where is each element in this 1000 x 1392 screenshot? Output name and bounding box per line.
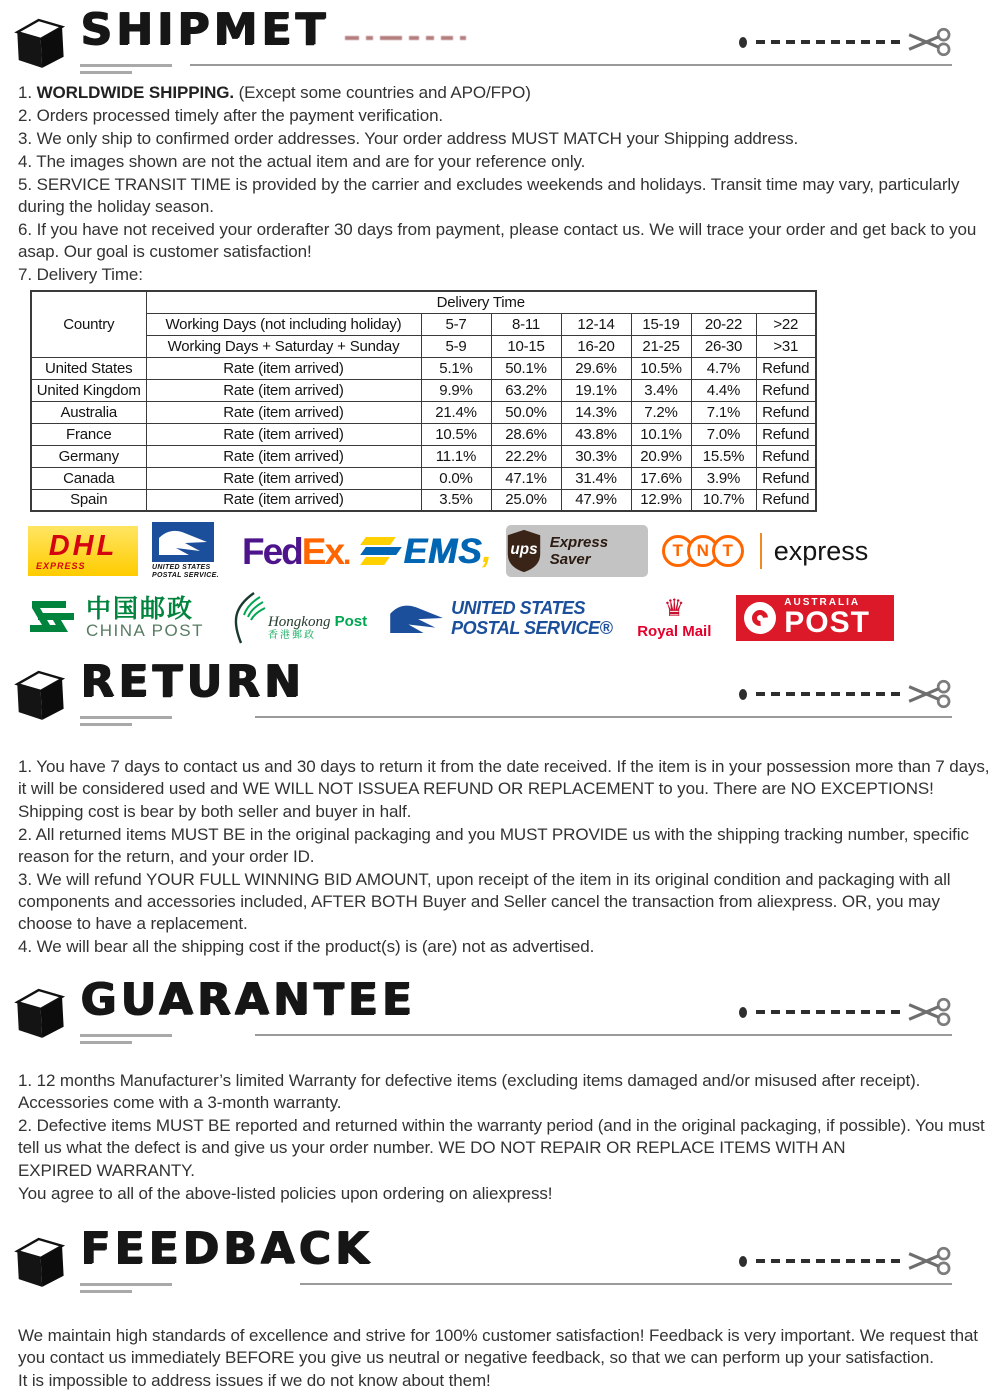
hongkong-post-swoosh-icon bbox=[224, 591, 266, 645]
guarantee-policy-text bbox=[18, 1070, 990, 1205]
ems-logo: EMS , bbox=[363, 532, 491, 571]
policy-line: 4. The images shown are not the actual item and are for your reference only. bbox=[18, 152, 586, 171]
scissors-icon bbox=[906, 996, 952, 1028]
package-box-icon bbox=[10, 1232, 69, 1298]
cut-line bbox=[733, 1245, 952, 1277]
usps-logo-small: UNITED STATES POSTAL SERVICE. bbox=[152, 522, 228, 581]
section-title-guarantee: GUARANTEE bbox=[80, 974, 416, 1025]
ems-chevrons-icon bbox=[363, 535, 399, 567]
return-policy-text bbox=[18, 756, 990, 958]
table-row-country: United States Rate (item arrived) 5.1% 50.1% 29.6% 10.5% 4.7% Refund bbox=[31, 357, 816, 379]
crown-icon: ♛ bbox=[663, 594, 686, 622]
header-rule bbox=[190, 64, 952, 66]
policy-line: 3. We only ship to confirmed order addresses. Your order address MUST MATCH your Shipping address. bbox=[18, 129, 799, 148]
feedback-policy-text bbox=[18, 1325, 990, 1392]
table-header-delivery-time: Delivery Time bbox=[146, 291, 816, 313]
header-rule bbox=[255, 1034, 952, 1036]
section-header-return bbox=[0, 656, 1000, 728]
cut-dashes bbox=[756, 40, 906, 44]
usps-logo-full: UNITED STATES POSTAL SERVICE® bbox=[387, 598, 612, 638]
policy-line: Shipping cost is bear by both seller and buyer in half. bbox=[18, 802, 412, 821]
shipping-policy-text bbox=[18, 82, 990, 286]
china-post-emblem-icon bbox=[28, 593, 78, 643]
scissors-icon bbox=[906, 26, 952, 58]
table-row-country: Australia Rate (item arrived) 21.4% 50.0% 14.3% 7.2% 7.1% Refund bbox=[31, 401, 816, 423]
section-title-feedback: FEEDBACK bbox=[80, 1223, 373, 1274]
title-accent-lines bbox=[80, 1034, 172, 1044]
header-rule bbox=[300, 1283, 952, 1285]
title-accent-lines bbox=[80, 716, 172, 726]
delivery-time-table bbox=[30, 290, 817, 512]
policy-line: 4. We will bear all the shipping cost if the product(s) is (are) not as advertised. bbox=[18, 937, 595, 956]
cut-line bbox=[733, 678, 952, 710]
section-header-shipping bbox=[0, 4, 1000, 76]
svg-text:ups: ups bbox=[510, 541, 538, 559]
tnt-divider bbox=[760, 533, 762, 569]
cut-dot bbox=[739, 37, 747, 48]
policy-line: 2. Orders processed timely after the payment verification. bbox=[18, 106, 444, 125]
scissors-icon bbox=[906, 678, 952, 710]
table-row-weekend-days: Working Days + Saturday + Sunday 5-9 10-15 16-20 21-25 26-30 >31 bbox=[31, 335, 816, 357]
hongkong-post-logo: Hongkong Post 香港郵政 bbox=[224, 591, 367, 645]
title-accent-lines bbox=[80, 1283, 172, 1293]
faint-red-marks bbox=[345, 36, 466, 40]
policy-line: 7. Delivery Time: bbox=[18, 265, 143, 284]
table-row-country: Canada Rate (item arrived) 0.0% 47.1% 31.4% 17.6% 3.9% Refund bbox=[31, 467, 816, 489]
policy-line: We maintain high standards of excellence and strive for 100% customer satisfaction! Feedback is very important. We request that you contact us immediately BEFORE you give us neutral or negative feedback, so that we can perform up your satisfaction. bbox=[18, 1326, 978, 1367]
ups-shield-icon bbox=[506, 528, 542, 574]
policy-line: EXPIRED WARRANTY. bbox=[18, 1161, 195, 1180]
policy-line: You agree to all of the above-listed policies upon ordering on aliexpress! bbox=[18, 1184, 553, 1203]
header-rule bbox=[255, 716, 952, 718]
usps-eagle-icon bbox=[152, 522, 214, 562]
policy-line: 2. Defective items MUST BE reported and returned within the warranty period (and in the original packaging, if possible). You must tell us what the defect is and give us your order number. WE DO NOT REPAIR OR REPLACE ITEMS WITH AN bbox=[18, 1116, 985, 1157]
package-box-icon bbox=[10, 13, 69, 79]
tnt-logo: T N T express bbox=[662, 533, 869, 569]
table-row-working-days: Working Days (not including holiday) 5-7 8-11 12-14 15-19 20-22 >22 bbox=[31, 313, 816, 335]
section-header-guarantee bbox=[0, 974, 1000, 1046]
australia-post-logo: AUSTRALIA POST bbox=[736, 595, 894, 641]
policy-line: 1. You have 7 days to contact us and 30 days to return it from the date received. If the item is in your possession more than 7 days, it will be considered used and WE WILL NOT ISSUEA REFUND OR REPLACEMENT to you. There are NO EXCEPTIONS! bbox=[18, 757, 990, 798]
policy-line: 1. WORLDWIDE SHIPPING. (Except some countries and APO/FPO) bbox=[18, 83, 531, 102]
carrier-logos-row-2 bbox=[28, 588, 1000, 648]
table-row-country: Germany Rate (item arrived) 11.1% 22.2% 30.3% 20.9% 15.5% Refund bbox=[31, 445, 816, 467]
table-row-country: Spain Rate (item arrived) 3.5% 25.0% 47.9% 12.9% 10.7% Refund bbox=[31, 489, 816, 511]
policy-line: It is impossible to address issues if we do not know about them! bbox=[18, 1371, 491, 1390]
policy-line: 1. 12 months Manufacturer’s limited Warranty for defective items (excluding items damaged and/or misused after receipt). Accessories come with a 3-month warranty. bbox=[18, 1071, 921, 1112]
policy-line: 2. All returned items MUST BE in the original packaging and you MUST PROVIDE us with the shipping tracking number, specific reason for the return, and your order ID. bbox=[18, 825, 969, 866]
section-header-feedback bbox=[0, 1223, 1000, 1295]
table-row-country: France Rate (item arrived) 10.5% 28.6% 43.8% 10.1% 7.0% Refund bbox=[31, 423, 816, 445]
usps-eagle-icon bbox=[387, 598, 445, 638]
package-box-icon bbox=[10, 665, 69, 731]
ups-logo: ups Express Saver bbox=[506, 525, 648, 577]
policy-line: 5. SERVICE TRANSIT TIME is provided by the carrier and excludes weekends and holidays. Transit time may vary, particularly during the holiday season. bbox=[18, 175, 960, 216]
cut-line bbox=[733, 26, 952, 58]
dhl-logo: DHL EXPRESS bbox=[28, 526, 138, 576]
scissors-icon bbox=[906, 1245, 952, 1277]
package-box-icon bbox=[10, 983, 69, 1049]
table-row-country: United Kingdom Rate (item arrived) 9.9% 63.2% 19.1% 3.4% 4.4% Refund bbox=[31, 379, 816, 401]
policy-page bbox=[0, 4, 1000, 1390]
section-title-return: RETURN bbox=[80, 656, 305, 707]
table-header-country: Country bbox=[31, 291, 146, 357]
section-title-shipping: SHIPMET bbox=[80, 4, 329, 55]
carrier-logos-row-1 bbox=[28, 522, 1000, 580]
title-accent-lines bbox=[80, 64, 172, 74]
australia-post-ball-icon bbox=[744, 602, 776, 634]
fedex-logo: FedEx. bbox=[242, 530, 350, 572]
policy-line: 3. We will refund YOUR FULL WINNING BID AMOUNT, upon receipt of the item in its original condition and packaging with all components and accessories included, AFTER BOTH Buyer and Seller cancel the transaction from aliexpress. OR, you may choose to have a replacement. bbox=[18, 870, 951, 933]
royal-mail-logo: ♛ Royal Mail bbox=[637, 594, 712, 640]
cut-line bbox=[733, 996, 952, 1028]
china-post-logo: 中国邮政 CHINA POST bbox=[28, 593, 204, 643]
policy-line: 6. If you have not received your orderafter 30 days from payment, please contact us. We will trace your order and get back to you asap. Our goal is customer satisfaction! bbox=[18, 220, 977, 261]
